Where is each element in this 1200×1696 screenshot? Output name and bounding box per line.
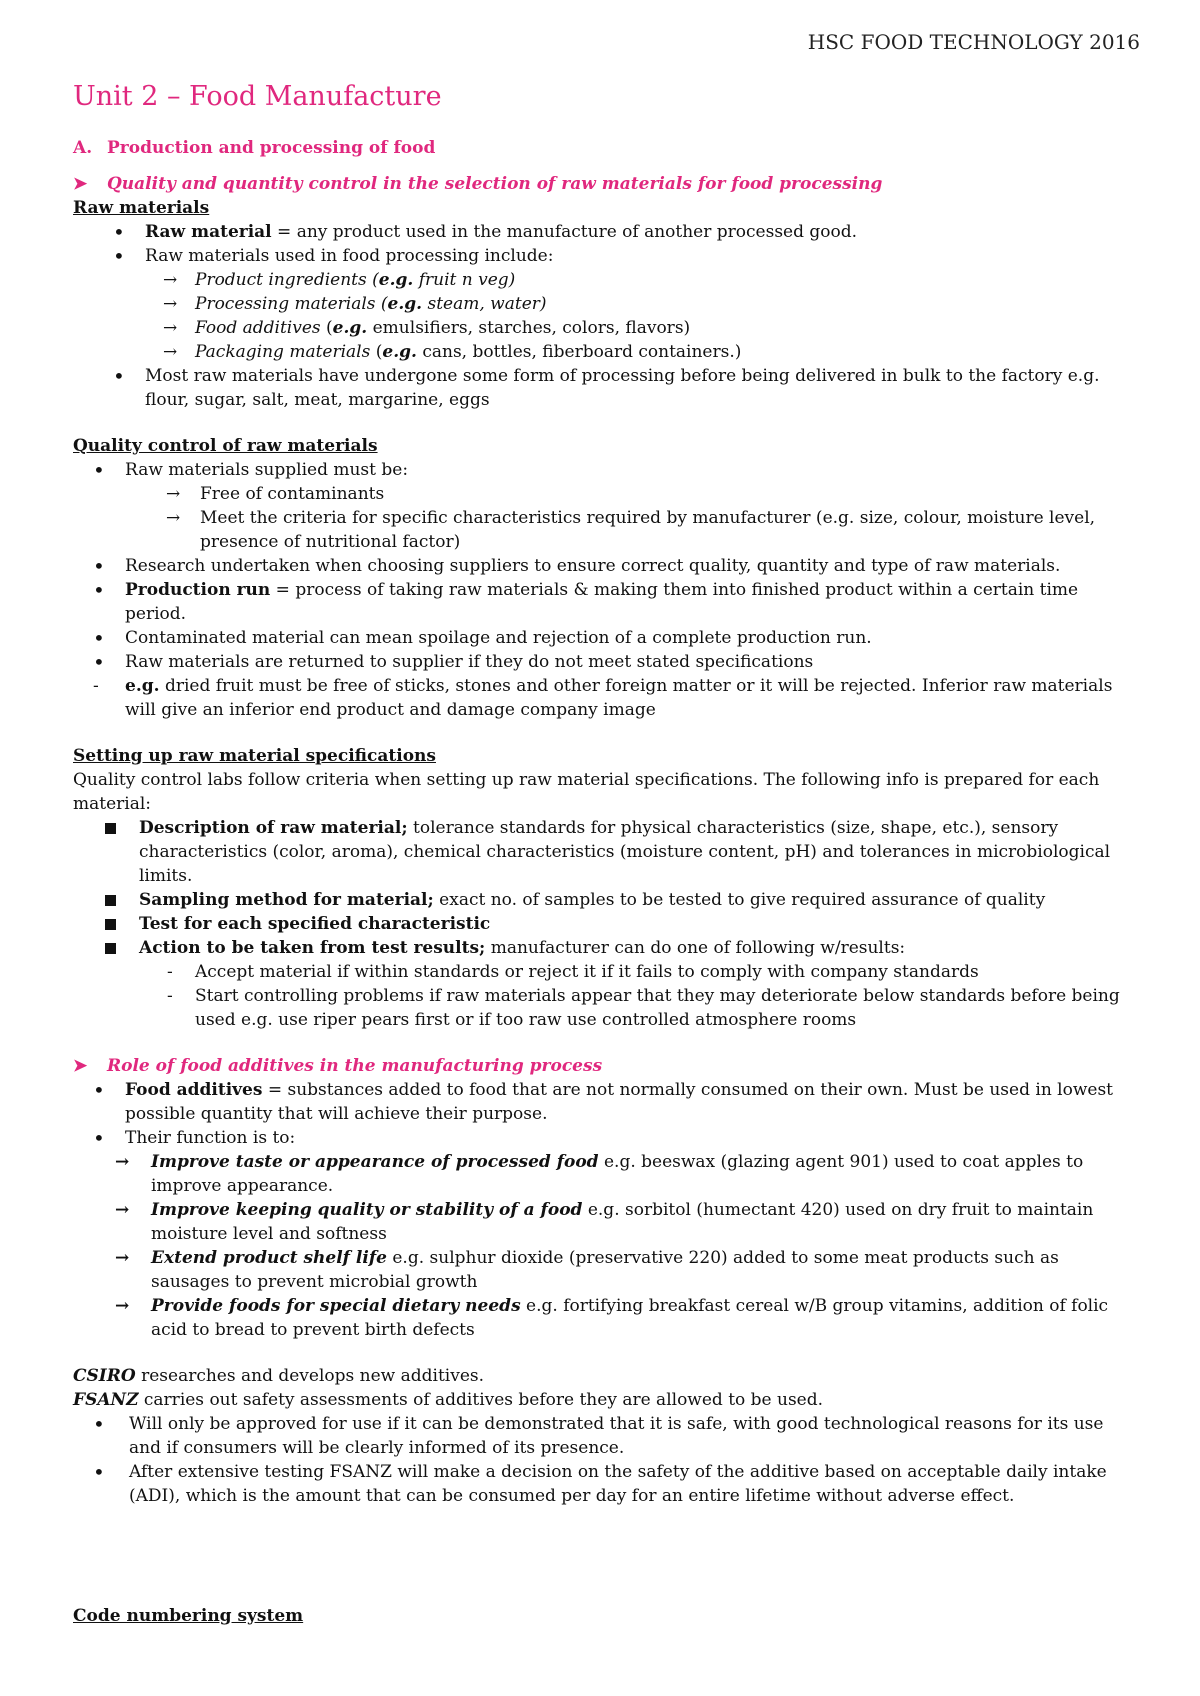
list-item: • Raw materials supplied must be:	[73, 458, 1140, 482]
square-bullet-icon	[105, 943, 116, 954]
section-index: A.	[73, 138, 93, 158]
list-item: - Accept material if within standards or reject it if it fails to comply with company standards	[73, 960, 1140, 984]
specifications-intro: Quality control labs follow criteria when setting up raw material specifications. The following info is prepared for each material:	[73, 770, 1100, 814]
arrowhead-icon: ➤	[73, 174, 88, 194]
arrow-icon: →	[166, 484, 181, 504]
arrow-icon: →	[163, 342, 178, 362]
list-item: • Research undertaken when choosing suppliers to ensure correct quality, quantity and type of raw materials.	[73, 554, 1140, 578]
code-numbering-heading: Code numbering system	[73, 1606, 304, 1626]
list-item: • Contaminated material can mean spoilage and rejection of a complete production run.	[73, 626, 1140, 650]
square-bullet-icon	[105, 919, 116, 930]
list-item: → Extend product shelf life e.g. sulphur dioxide (preservative 220) added to some meat products such as sausages to prevent microbial growth	[115, 1248, 1059, 1292]
subsection-title: Quality and quantity control in the selection of raw materials for food processing	[107, 174, 883, 194]
subsection-heading-raw-materials	[73, 172, 1140, 196]
additives-list	[73, 1078, 1140, 1342]
arrow-icon: →	[163, 318, 178, 338]
fsanz-paragraph: FSANZ carries out safety assessments of additives before they are allowed to be used.	[73, 1390, 824, 1410]
page-header: HSC FOOD TECHNOLOGY 2016	[807, 30, 1140, 54]
list-item: • Production run = process of taking raw materials & making them into finished product within a certain time period.	[73, 578, 1140, 626]
section-title: Production and processing of food	[107, 138, 436, 158]
subsection-heading-additives	[73, 1054, 1140, 1078]
list-item: Sampling method for material; exact no. of samples to be tested to give required assurance of quality	[73, 888, 1140, 912]
specifications-heading: Setting up raw material specifications	[73, 746, 436, 766]
list-item: • Their function is to:	[73, 1126, 1140, 1150]
arrowhead-icon: ➤	[73, 1056, 88, 1076]
specifications-list	[73, 816, 1140, 1032]
quality-control-list	[73, 458, 1140, 722]
list-item: → Free of contaminants	[166, 484, 385, 504]
section-heading	[73, 136, 1140, 160]
list-item: → Improve keeping quality or stability of a food e.g. sorbitol (humectant 420) used on dry fruit to maintain moisture level and softness	[115, 1200, 1094, 1244]
list-item: → Food additives (e.g. emulsifiers, starches, colors, flavors)	[163, 318, 691, 338]
arrow-icon: →	[115, 1152, 130, 1172]
list-item: → Provide foods for special dietary needs e.g. fortifying breakfast cereal w/B group vitamins, addition of folic acid to bread to prevent birth defects	[115, 1296, 1109, 1340]
list-item: • Raw material = any product used in the manufacture of another processed good.	[73, 220, 1140, 244]
arrow-icon: →	[115, 1296, 130, 1316]
list-item: → Processing materials (e.g. steam, water)	[163, 294, 547, 314]
arrow-icon: →	[163, 270, 178, 290]
list-item: • Most raw materials have undergone some form of processing before being delivered in bulk to the factory e.g. flour, sugar, salt, meat, margarine, eggs	[73, 364, 1140, 412]
csiro-paragraph: CSIRO researches and develops new additives.	[73, 1366, 485, 1386]
list-item: Description of raw material; tolerance standards for physical characteristics (size, shape, etc.), sensory characteristics (color, aroma), chemical characteristics (moisture content, pH) and tolerances in microbiological limits.	[73, 816, 1140, 888]
raw-materials-heading: Raw materials	[73, 198, 210, 218]
raw-materials-list	[73, 220, 1140, 412]
list-item: - e.g. dried fruit must be free of sticks, stones and other foreign matter or it will be rejected. Inferior raw materials will give an inferior end product and damage company image	[73, 674, 1140, 722]
unit-title: Unit 2 – Food Manufacture	[73, 81, 442, 112]
list-item: → Meet the criteria for specific characteristics required by manufacturer (e.g. size, colour, moisture level, presence of nutritional factor)	[166, 508, 1096, 552]
list-item: Test for each specified characteristic	[73, 912, 1140, 936]
subsection-title: Role of food additives in the manufacturing process	[107, 1056, 603, 1076]
square-bullet-icon	[105, 823, 116, 834]
list-item: • After extensive testing FSANZ will make a decision on the safety of the additive based on acceptable daily intake (ADI), which is the amount that can be consumed per day for an entire lifetime without adverse effect.	[73, 1460, 1140, 1508]
list-item: • Food additives = substances added to food that are not normally consumed on their own. Must be used in lowest possible quantity that will achieve their purpose.	[73, 1078, 1140, 1126]
quality-control-heading: Quality control of raw materials	[73, 436, 378, 456]
list-item: → Packaging materials (e.g. cans, bottles, fiberboard containers.)	[163, 342, 742, 362]
list-item: → Improve taste or appearance of processed food e.g. beeswax (glazing agent 901) used to coat apples to improve appearance.	[115, 1152, 1084, 1196]
list-item: • Raw materials are returned to supplier if they do not meet stated specifications	[73, 650, 1140, 674]
fsanz-list	[73, 1412, 1140, 1508]
list-item: - Start controlling problems if raw materials appear that they may deteriorate below standards before being used e.g. use riper pears first or if too raw use controlled atmosphere rooms	[73, 984, 1140, 1032]
square-bullet-icon	[105, 895, 116, 906]
arrow-icon: →	[115, 1200, 130, 1220]
list-item: • Raw materials used in food processing include:	[73, 244, 1140, 268]
arrow-icon: →	[163, 294, 178, 314]
arrow-icon: →	[115, 1248, 130, 1268]
list-item: Action to be taken from test results; manufacturer can do one of following w/results:	[73, 936, 1140, 960]
arrow-icon: →	[166, 508, 181, 528]
list-item: → Product ingredients (e.g. fruit n veg)	[163, 270, 516, 290]
list-item: • Will only be approved for use if it can be demonstrated that it is safe, with good technological reasons for its use and if consumers will be clearly informed of its presence.	[73, 1412, 1140, 1460]
